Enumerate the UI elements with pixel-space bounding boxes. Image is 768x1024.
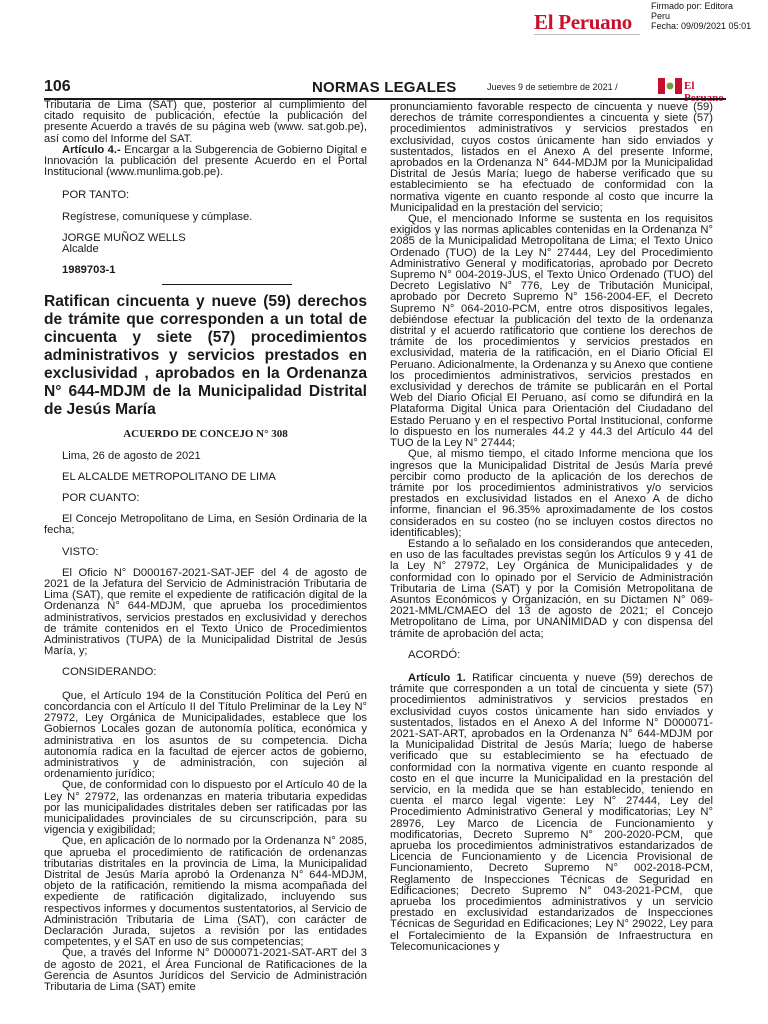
visto-paragraph: El Oficio N° D000167-2021-SAT-JEF del 4 de agosto de 2021 de la Jefatura del Servicio de Administración Tributaria de Lima (SAT), que remite el expediente de ratificación digital de la Ordenanza N° 644-MDJM, que aprueba los procedimientos administrativos, servicios prestados en exclusividad y derechos de trámite contenidos en el Texto Único de Procedimientos Administrativos (TUPA) de la Municipalidad Distrital de Jesús María, y;: [44, 566, 367, 658]
acordo-heading: ACORDÓ:: [408, 648, 461, 661]
article-4-text: Encargar a la Subgerencia de Gobierno Digital e Innovación la publicación del presente Acuerdo en el Portal Institucional (www.munlima.gob.pe).: [44, 143, 367, 179]
logo-tagline-decoration: [534, 33, 644, 38]
right-paragraph-2: Que, el mencionado Informe se sustenta en los requisitos exigidos y las normas aplicables contenidas en la Ordenanza N° 2085 de la Municipalidad Metropolitana de Lima; el Texto Único Ordenado (TUO) de la Ley N° 27444, Ley del Procedimiento Administrativo General y modificatorias, aprobado por Decreto Supremo N° 004-2019-JUS, el Texto Único Ordenado (TUO) del Decreto Legislativo N° 776, Ley de Tributación Municipal, aprobado por Decreto Supremo N° 156-2004-EF, el Decreto Supremo N° 064-2010-PCM, entre otros dispositivos legales, debiéndose efectuar la publicación del texto de la ordenanza distrital y el acuerdo ratificatorio que contiene los derechos de trámite de los procedimientos y servicios prestados en exclusividad, materia de la ratificación, en el Diario Oficial El Peruano. Adicionalmente, la Ordenanza y su Anexo que contiene los procedimientos administrativos, servicios prestados en exclusividad y derechos de trámite se publicarán en el Portal Web del Diario Oficial El Peruano, así como se difundirá en la Plataforma Digital Única para Orientación del Ciudadano del Estado Peruano y en el respectivo Portal Institucional, conforme lo dispuesto en los numerales 44.2 y 44.3 del Artículo 44 del TUO de la Ley N° 27444;: [390, 213, 713, 450]
left-column: [44, 100, 367, 993]
digital-signature: Firmado por: Editora Peru Fecha: 09/09/2021 05:01: [651, 1, 752, 31]
el-peruano-logo: El Peruano: [534, 10, 632, 34]
alcalde-heading: EL ALCALDE METROPOLITANO DE LIMA: [62, 470, 276, 483]
place-date: Lima, 26 de agosto de 2021: [62, 449, 201, 462]
page-number: 106: [44, 78, 71, 95]
page-header: [44, 78, 726, 100]
visto-heading: VISTO:: [62, 545, 99, 558]
por-cuanto: POR CUANTO:: [62, 492, 140, 505]
publication-code: 1989703-1: [62, 264, 116, 277]
signer-name: JORGE MUÑOZ WELLS: [62, 231, 186, 244]
right-column: [390, 102, 713, 953]
peru-shield-icon: [658, 78, 682, 94]
article-1: [390, 673, 713, 953]
considerando-2: Que, de conformidad con lo dispuesto por el Artículo 40 de la Ley N° 27972, las ordenanzas en materia tributaria expedidas por las municipalidades distritales deben ser ratificadas por las municipalidades provinciales de su circunscripción, para su vigencia y exigibilidad;: [44, 779, 367, 837]
tagline-line-icon: [534, 34, 644, 37]
masthead: [0, 0, 768, 40]
considerando-heading: CONSIDERANDO:: [62, 666, 157, 679]
section-title: NORMAS LEGALES: [312, 79, 457, 96]
concejo-paragraph: El Concejo Metropolitano de Lima, en Sesión Ordinaria de la fecha;: [44, 513, 367, 537]
header-brand: El: [684, 80, 695, 92]
registrese: Regístrese, comuníquese y cúmplase.: [62, 210, 253, 223]
acuerdo-title: ACUERDO DE CONCEJO N° 308: [123, 428, 288, 441]
issue-date: Jueves 9 de setiembre de 2021 /: [487, 82, 618, 92]
right-paragraph-3: Que, al mismo tiempo, el citado Informe menciona que los ingresos que la Municipalidad Distrital de Jesús María prevé percibir como producto de la aplicación de los derechos de trámite por los procedimientos administrativos y/o servicios prestados en exclusividad listados en el Anexo A de dicho informe, financian el 96.35% aproximadamente de los costos considerados en su costeo (no se incluyen costos directos no identificables);: [390, 448, 713, 539]
article-4: [44, 145, 367, 179]
considerando-1: Que, el Artículo 194 de la Constitución Política del Perú en concordancia con el Artículo II del Título Preliminar de la Ley N° 27972, Ley Orgánica de Municipalidades, establece que los Gobiernos Locales gozan de autonomía política, económica y administrativa en los asuntos de su competencia. Dicha autonomía radica en la facultad de ejercer actos de gobierno, administrativos y de administración, con sujeción al ordenamiento jurídico;: [44, 689, 367, 781]
por-tanto: POR TANTO:: [62, 189, 130, 202]
considerando-4: Que, a través del Informe N° D000071-2021-SAT-ART del 3 de agosto de 2021, el Área Funcional de Ratificaciones de la Gerencia de Asuntos Jurídicos del Servicio de Administración Tributaria de Lima (SAT) emite: [44, 947, 367, 993]
article-4-label: Artículo 4.-: [62, 143, 121, 156]
intro-paragraph: Tributaria de Lima (SAT) que, posterior al cumplimiento del citado requisito de publicación, efectúe la publicación del presente Acuerdo a través de su página web (www. sat.gob.pe), así como del Informe del SAT.: [44, 99, 367, 145]
right-paragraph-1: pronunciamiento favorable respecto de cincuenta y nueve (59) derechos de trámite correspondientes a cincuenta y siete (57) procedimientos administrativos y servicios prestados en exclusividad, cuyos costos únicamente han sido enviados y sustentados, listados en el Anexo A del presente Informe, aprobados en la Ordenanza N° 644-MDJM por la Municipalidad Distrital de Jesús María; luego de haberse verificado que su establecimiento se ha efectuado de conformidad con la normativa vigente en cuanto responde al costo que incurre la Municipalidad en la prestación del servicio;: [390, 101, 713, 214]
article-1-label: Artículo 1.: [408, 671, 466, 684]
article-1-text: Ratificar cincuenta y nueve (59) derechos de trámite que corresponden a un total de cincuenta y siete (57) procedimientos administrativos y servicios prestados en exclusividad cuyos costos únicamente han sido enviados y sustentados, listados en el Anexo A del Informe N° D000071-2021-SAT-ART, aprobados en la Ordenanza N° 644-MDJM por la Municipalidad Distrital de Jesús María; luego de haberse verificado que su establecimiento se ha efectuado de conformidad con la normativa vigente en cuanto responde al costo en el que incurre la Municipalidad en la prestación del servicio, en la medida que se han establecido, teniendo en cuenta el marco legal vigente: Ley N° 27444, Ley del Procedimiento Administrativo General y modificatorias; Ley N° 28976, Ley Marco de Licencia de Funcionamiento y modificatorias, Decreto Supremo N° 200-2020-PCM, que aprueba los procedimientos administrativos estandarizados de Licencia de Funcionamiento y de Licencia Provisional de Funcionamiento, Decreto Supremo N° 002-2018-PCM, Reglamento de Inspecciones Técnicas de Seguridad en Edificaciones; Decreto Supremo N° 043-2021-PCM, que aprueba los procedimientos administrativos y un servicio prestado en exclusividad estandarizados de Inspecciones Técnicas de Seguridad en Edificaciones; Ley N° 29022, Ley para el Fortalecimiento de la Expansión de Infraestructura en Telecomunicaciones y: [390, 671, 714, 953]
norm-title: Ratifican cincuenta y nueve (59) derechos de trámite que corresponden a un total de cincuenta y siete (57) procedimientos administrativos y servicios prestados en exclusividad , aprobados en la Ordenanza N° 644-MDJM de la Municipalidad Distrital de Jesús María: [44, 293, 367, 419]
considerando-3: Que, en aplicación de lo normado por la Ordenanza N° 2085, que aprueba el procedimiento de ratificación de ordenanzas tributarias distritales en la provincia de Lima, la Municipalidad Distrital de Jesús María aprobó la Ordenanza N° 644-MDJM, objeto de la ratificación, remitiendo la misma acompañada del expediente de ratificación digitalizado, incluyendo sus respectivos informes y documentos sustentatorios, al Servicio de Administración Tributaria de Lima (SAT), con carácter de Declaración Jurada, sujetos a revisión por las entidades competentes, y el SAT en uso de sus competencias;: [44, 835, 367, 949]
signer-role: Alcalde: [62, 243, 99, 256]
right-paragraph-4: Estando a lo señalado en los considerandos que anteceden, en uso de las facultades previstas según los Artículos 9 y 41 de la Ley N° 27972, Ley Orgánica de Municipalidades y de conformidad con lo opinado por el Servicio de Administración Tributaria de Lima (SAT) y por la Comisión Metropolitana de Asuntos Económicos y Organización, en su Dictamen N° 069-2021-MML/CMAEO del 13 de agosto de 2021; el Concejo Metropolitano de Lima, por UNANIMIDAD y con dispensa del trámite de aprobación del acta;: [390, 537, 713, 640]
